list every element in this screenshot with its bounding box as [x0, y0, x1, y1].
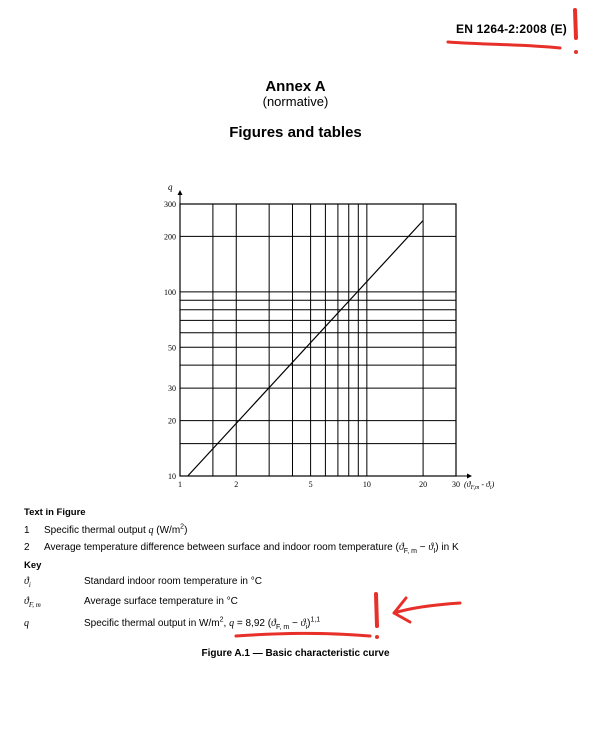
key-text: Average surface temperature in °C [84, 596, 238, 607]
x-axis-arrowhead [467, 474, 472, 479]
key-text: Specific thermal output in $W/m^2$, q = 8,92 $(ϑ_{F, m} - ϑ_i)^{1,1}$ [84, 617, 321, 632]
key-item-q [24, 617, 320, 631]
annotation-exclamation-formula [376, 594, 377, 626]
y-tick-label: 200 [164, 232, 176, 242]
figure-caption: Figure A.1 — Basic characteristic curve [201, 648, 390, 659]
annex-title: Annex A [265, 78, 326, 95]
x-tick-label: 30 [452, 480, 460, 489]
key-heading: Key [24, 560, 42, 571]
y-tick-label: 50 [168, 343, 176, 353]
key-item-theta-i [24, 576, 262, 589]
y-tick-label: 300 [164, 200, 176, 209]
x-tick-labels [178, 480, 460, 489]
annotation-exclamation-header [575, 10, 576, 38]
y-tick-labels [164, 200, 176, 481]
key-item-theta-fm [24, 596, 238, 609]
y-tick-label: 30 [168, 384, 176, 394]
item-text: Specific thermal output q $(W/m^2)$ [44, 524, 188, 537]
text-in-figure-item-2 [24, 542, 459, 555]
plot-frame [180, 204, 456, 476]
x-tick-label: 5 [308, 480, 313, 489]
annotation-underline-formula [236, 633, 370, 636]
standard-id: EN 1264-2:2008 (E) [456, 22, 567, 36]
key-symbol: $ϑ_{F, m}$ [24, 596, 41, 609]
y-tick-label: 20 [168, 416, 176, 426]
annotation-exclamation-dot-formula [375, 635, 379, 639]
y-tick-label: 100 [164, 287, 176, 297]
y-axis-arrowhead [178, 190, 183, 195]
annotation-underline-header [448, 42, 560, 48]
x-axis-label: $(ϑ_{F,m} - ϑ_i)$ [464, 480, 495, 491]
series-lines [188, 221, 423, 476]
x-tick-label: 20 [419, 480, 428, 489]
y-axis-label: q [168, 182, 173, 192]
item-text: Average temperature difference between surface and indoor room temperature $(ϑ_{F, m} - ϑ_I)$ in K [44, 542, 459, 555]
annotation-exclamation-dot-header [574, 50, 578, 54]
annex-subtitle: (normative) [262, 94, 329, 109]
text-in-figure-heading: Text in Figure [24, 507, 86, 518]
section-title: Figures and tables [229, 124, 362, 141]
x-tick-label: 10 [362, 480, 371, 489]
key-text: Standard indoor room temperature in °C [84, 576, 262, 587]
key-symbol: $ϑ_i$ [24, 576, 31, 589]
y-gridlines [180, 204, 456, 476]
text-in-figure-item-1 [24, 524, 187, 536]
x-tick-label: 2 [234, 480, 239, 489]
axis-arrows [178, 190, 473, 479]
y-tick-label: 10 [168, 472, 176, 481]
x-tick-label: 1 [178, 480, 182, 489]
item-number: 2 [24, 542, 30, 553]
key-symbol: q [24, 618, 29, 630]
annotation-arrow [394, 598, 460, 622]
characteristic-curve [188, 221, 423, 476]
item-number: 1 [24, 525, 30, 537]
x-gridlines [180, 204, 456, 476]
